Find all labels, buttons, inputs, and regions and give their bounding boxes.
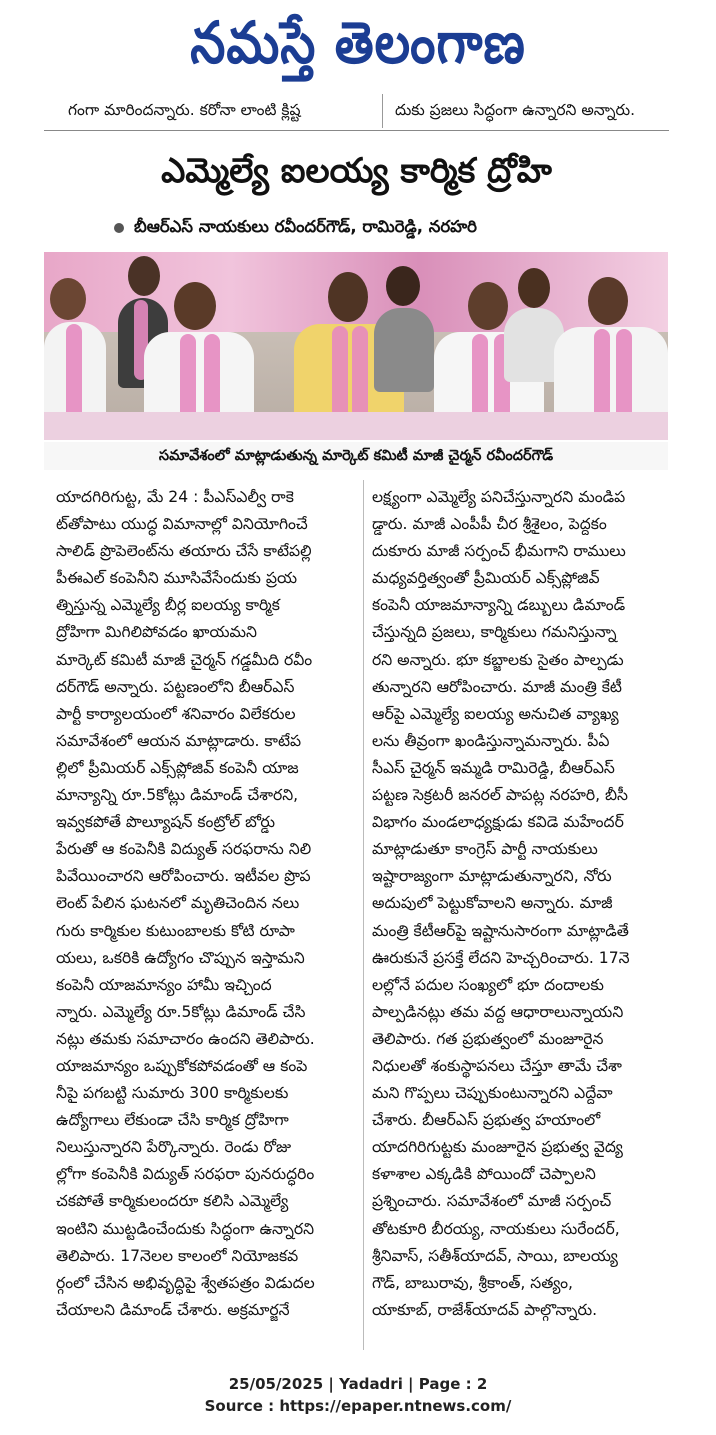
article-line: విభాగం మండలాధ్యక్షుడు కవిడె మహేందర్ [372,813,624,832]
article-line: నట్లు తమకు సమాచారం ఉందని తెలిపారు. [56,1029,315,1048]
article-line: పార్టీ కార్యాలయంలో శనివారం విలేకరుల [56,704,296,723]
article-line: ఇష్టారాజ్యంగా మాట్లాడుతున్నారని, నోరు [372,867,612,886]
article-line: తోటకూరి బీరయ్య, నాయకులు సురేందర్, [372,1219,620,1238]
article-line: మని గొప్పలు చెప్పుకుంటున్నారని ఎద్దేవా [372,1084,613,1103]
top-rule [44,130,669,131]
article-line: ప్రశ్నించారు. సమావేశంలో మాజీ సర్పంచ్ [372,1192,612,1211]
article-line: గౌడ్, బాబురావు, శ్రీకాంత్, సత్యం, [372,1273,573,1292]
article-line: యలు, ఒకరికి ఉద్యోగం చొప్పున ఇస్తామని [56,948,305,967]
article-line: ఊరుకునే ప్రసక్తే లేదని హెచ్చరించారు. 17నె [372,948,630,967]
article-line: ర్గంలో చేసిన అభివృద్ధిపై శ్వేతపత్రం విడుదల [56,1273,315,1292]
article-line: యాజమాన్యం ఒప్పుకోకపోవడంతో ఆ కంపె [56,1056,308,1075]
article-line: యాదగిరిగుట్టకు మంజూరైన ప్రభుత్వ వైద్య [372,1138,623,1157]
article-subhead: బీఆర్ఎస్ నాయకులు రవీందర్‌గౌడ్, రామిరెడ్డి, నరహరి [134,217,477,236]
photo-person [374,262,434,392]
article-line: చేశారు. బీఆర్ఎస్ ప్రభుత్వ హయాంలో [372,1111,601,1130]
article-headline: ఎమ్మెల్యే ఐలయ్య కార్మిక ద్రోహి [161,151,552,191]
article-line: సమావేశంలో ఆయన మాట్లాడారు. కాటేప [56,731,302,750]
article-line: ల్లిలో ప్రీమియర్ ఎక్స్‌ప్లోజివ్ కంపెనీ యాజ [56,758,299,777]
article-line: పేరుతో ఆ కంపెనీకి విద్యుత్ సరఫరాను నిలి [56,840,312,859]
article-line: కంపెనీ యాజమాన్యాన్ని డబ్బులు డిమాండ్ [372,596,626,615]
article-line: సాలిడ్ ప్రొపెలెంట్‌ను తయారు చేసే కాటేపల్లి [56,542,312,561]
article-column-right [372,484,672,1324]
article-line: లెంట్ పేలిన ఘటనలో మృతిచెందిన నలు [56,894,300,913]
column-divider-top [382,94,383,128]
article-line: ఆర్‌పై ఎమ్మెల్యే ఐలయ్య అనుచిత వ్యాఖ్య [372,704,619,723]
article-line: తెలిపారు. గత ప్రభుత్వంలో మంజూరైన [372,1029,604,1048]
article-line: దర్‌గౌడ్ అన్నారు. పట్టణంలోని బీఆర్ఎస్ [56,677,295,696]
article-line: నిధులతో శంకుస్థాపనలు చేస్తూ తామే చేశా [372,1056,622,1075]
article-line: సీఎస్ చైర్మన్ ఇమ్మడి రామిరెడ్డి, బీఆర్ఎస్ [372,758,615,777]
article-line: కళాశాల ఎక్కడికి పోయిందో చెప్పాలని [372,1165,596,1184]
article-line: మంత్రి కేటీఆర్‌పై ఇష్టానుసారంగా మాట్లాడితే [372,921,629,940]
article-line: నీపై పగబట్టి సుమారు 300 కార్మికులకు [56,1084,289,1103]
photo-table [44,412,668,440]
article-line: ల్లోగా కంపెనీకి విద్యుత్ సరఫరా పునరుద్ధరిం [56,1165,315,1184]
article-line: లను తీవ్రంగా ఖండిస్తున్నామన్నారు. పీఏ [372,731,610,750]
article-line: డ్డారు. మాజీ ఎంపీపీ చీర శ్రీశైలం, పెద్దకం [372,515,607,534]
article-line: పాల్పడినట్లు తమ వద్ద ఆధారాలున్నాయని [372,1002,624,1021]
article-line: త్నిస్తున్న ఎమ్మెల్యే బీర్ల ఐలయ్య కార్మిక [56,596,280,615]
article-line: పీఈఎల్ కంపెనీని మూసివేసేందుకు ప్రయ [56,569,298,588]
previous-article-snippet-right: దుకు ప్రజలు సిద్ధంగా ఉన్నారని అన్నారు. [395,101,636,119]
source-line: Source : https://epaper.ntnews.com/ [204,1397,512,1415]
article-line: అదుపులో పెట్టుకోవాలని అన్నారు. మాజీ [372,894,613,913]
bullet-icon [114,223,124,233]
article-line: తెలిపారు. 17నెలల కాలంలో నియోజకవ [56,1246,299,1265]
article-line: తున్నారని ఆరోపించారు. మాజీ మంత్రి కేటీ [372,677,622,696]
article-line: మాన్యాన్ని రూ.5కోట్లు డిమాండ్ చేశారని, [56,786,299,805]
article-line: యాదగిరిగుట్ట, మే 24 : పీఎస్ఎల్వీ రాకె [56,488,294,506]
article-line: ఇంటిని ముట్టడించేందుకు సిద్ధంగా ఉన్నారని [56,1219,315,1238]
edition-line: 25/05/2025 | Yadadri | Page : 2 [228,1375,488,1393]
article-line: న్నారు. ఎమ్మెల్యే రూ.5కోట్లు డిమాండ్ చేసి [56,1002,306,1021]
article-line: లల్లోనే పదుల సంఖ్యలో భూ దందాలకు [372,975,604,994]
article-line: చేయాలని డిమాండ్ చేశారు. అక్రమార్జనే [56,1300,290,1319]
article-line: ఉద్యోగాలు లేకుండా చేసి కార్మిక ద్రోహిగా [56,1111,289,1130]
article-line: యాకూబ్, రాజేశ్‌యాదవ్ పాల్గొన్నారు. [372,1300,598,1319]
article-line: శ్రీనివాస్, సతీశ్‌యాదవ్, సాయి, బాలయ్య [372,1246,618,1265]
article-line: ఇవ్వకపోతే పొల్యూషన్ కంట్రోల్ బోర్డు [56,813,275,832]
article-line: దుకూరు మాజీ సర్పంచ్ భీమగాని రాములు [372,542,626,561]
article-line: పట్టణ సెక్రటరీ జనరల్ పాపట్ల నరహరి, బీసీ [372,786,629,805]
column-divider [363,480,364,1350]
article-line: నిలుస్తున్నారని పేర్కొన్నారు. రెండు రోజు [56,1138,292,1157]
article-line: చేస్తున్నది ప్రజలు, కార్మికులు గమనిస్తున్నా [372,623,617,642]
article-line: రని అన్నారు. భూ కబ్జాలకు సైతం పాల్పడు [372,650,624,669]
article-line: ట్‌తోపాటు యుద్ధ విమానాల్లో వినియోగించే [56,515,308,534]
article-line: మార్కెట్ కమిటీ మాజీ చైర్మన్ గడ్డమీది రవీం [56,650,313,669]
newspaper-masthead: నమస్తే తెలంగాణ [190,9,526,77]
article-column-left [56,484,366,1324]
previous-article-snippet-left: గంగా మారిందన్నారు. కరోనా లాంటి క్లిష్ట [68,101,301,119]
article-line: చకపోతే కార్మికులందరూ కలిసి ఎమ్మెల్యే [56,1192,289,1211]
article-line: పివేయించారని ఆరోపించారు. ఇటీవల ప్రొప [56,867,311,886]
article-line: మాట్లాడుతూ కాంగ్రెస్ పార్టీ నాయకులు [372,840,598,859]
article-line: కంపెనీ యాజమాన్యం హామీ ఇచ్చింద [56,975,272,994]
article-photo [44,252,668,440]
article-line: గురు కార్మికుల కుటుంబాలకు కోటి రూపా [56,921,295,940]
article-line: మధ్యవర్తిత్వంతో ప్రీమియర్ ఎక్స్‌ప్లోజివ్ [372,569,600,588]
photo-caption: సమావేశంలో మాట్లాడుతున్న మార్కెట్ కమిటీ మాజీ చైర్మన్ రవీందర్‌గౌడ్ [44,442,668,470]
article-line: లక్ష్యంగా ఎమ్మెల్యే పనిచేస్తున్నారని మండిప [372,488,626,506]
article-line: ద్రోహిగా మిగిలిపోవడం ఖాయమని [56,623,257,642]
